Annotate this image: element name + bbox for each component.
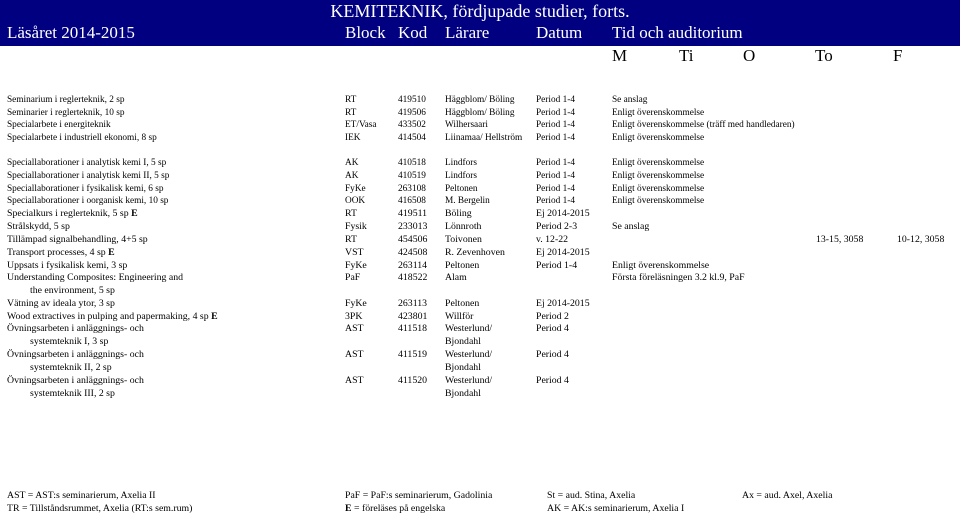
- block-cell: AK: [345, 171, 359, 181]
- table-row: [0, 260, 960, 272]
- datum-cell: Period 1-4: [536, 120, 575, 130]
- datum-cell: Period 4: [536, 349, 569, 360]
- course-name: Specialarbete i industriell ekonomi, 8 sp: [7, 133, 157, 143]
- table-row: [0, 285, 960, 297]
- datum-cell: Period 4: [536, 323, 569, 334]
- header-to: To: [815, 46, 833, 65]
- header-m: M: [612, 46, 628, 65]
- datum-cell: Period 4: [536, 375, 569, 386]
- block-cell: FyKe: [345, 184, 366, 194]
- f-cell: 10-12, 3058: [897, 234, 945, 245]
- course-name: systemteknik II, 2 sp: [30, 362, 112, 373]
- block-cell: FyKe: [345, 260, 367, 271]
- header-kod: Kod: [398, 23, 428, 42]
- table-row: [0, 107, 960, 119]
- english-marker: E: [345, 503, 352, 514]
- course-name: Wood extractives in pulping and papermaking, 4 sp E: [7, 311, 218, 322]
- kod-cell: 424508: [398, 247, 428, 258]
- datum-cell: Ej 2014-2015: [536, 208, 590, 219]
- header-o: O: [743, 46, 756, 65]
- tid-cell: Enligt överenskommelse: [612, 158, 705, 168]
- kod-cell: 418522: [398, 272, 428, 283]
- kod-cell: 410518: [398, 158, 426, 168]
- kod-cell: 411518: [398, 323, 428, 334]
- table-row: [0, 208, 960, 220]
- table-row: [0, 247, 960, 259]
- tid-cell: Enligt överenskommelse: [612, 133, 705, 143]
- course-name: the environment, 5 sp: [30, 285, 115, 296]
- kod-cell: 419510: [398, 95, 426, 105]
- course-name: Tillämpad signalbehandling, 4+5 sp: [7, 234, 148, 245]
- table-row: [0, 132, 960, 144]
- tid-cell: Enligt överenskommelse: [612, 196, 705, 206]
- block-cell: Fysik: [345, 221, 367, 232]
- table-row: [0, 298, 960, 310]
- block-cell: 3PK: [345, 311, 363, 322]
- datum-cell: Ej 2014-2015: [536, 298, 590, 309]
- block-cell: RT: [345, 95, 357, 105]
- course-name: Speciallaborationer i oorganisk kemi, 10 sp: [7, 196, 169, 206]
- course-name: Övningsarbeten i anläggnings- och: [7, 375, 144, 386]
- larare-cell: Peltonen: [445, 184, 478, 194]
- datum-cell: Period 1-4: [536, 260, 578, 271]
- table-row: [0, 157, 960, 169]
- table-row: [0, 375, 960, 387]
- kod-cell: 263113: [398, 298, 428, 309]
- larare-cell: Bjondahl: [445, 388, 481, 399]
- table-row: [0, 170, 960, 182]
- block-cell: AST: [345, 349, 364, 360]
- larare-cell: Liinamaa/ Hellström: [445, 133, 523, 143]
- block-cell: AST: [345, 323, 364, 334]
- kod-cell: 414504: [398, 133, 426, 143]
- kod-cell: 263108: [398, 184, 426, 194]
- table-row: [0, 388, 960, 400]
- table-row: [0, 323, 960, 335]
- datum-cell: Period 1-4: [536, 133, 575, 143]
- course-name: systemteknik III, 2 sp: [30, 388, 115, 399]
- larare-cell: R. Zevenhoven: [445, 247, 505, 258]
- course-name: Övningsarbeten i anläggnings- och: [7, 349, 144, 360]
- course-name: Understanding Composites: Engineering and: [7, 272, 184, 283]
- kod-cell: 263114: [398, 260, 428, 271]
- datum-cell: Period 1-4: [536, 184, 575, 194]
- table-row: [0, 183, 960, 195]
- datum-cell: Period 1-4: [536, 108, 575, 118]
- table-row: [0, 221, 960, 233]
- legend-entry: E = föreläses på engelska: [345, 503, 446, 514]
- table-row: [0, 272, 960, 284]
- datum-cell: Period 2-3: [536, 221, 578, 232]
- course-name: Speciallaborationer i analytisk kemi I, 5 sp: [7, 158, 167, 168]
- legend-entry: St = aud. Stina, Axelia: [547, 490, 636, 501]
- legend-entry: AK = AK:s seminarierum, Axelia I: [547, 503, 685, 514]
- legend-entry: AST = AST:s seminarierum, Axelia II: [7, 490, 156, 501]
- tid-cell: Enligt överenskommelse: [612, 184, 705, 194]
- tid-cell: Se anslag: [612, 221, 650, 232]
- course-name: Specialkurs i reglerteknik, 5 sp E: [7, 208, 138, 219]
- block-cell: RT: [345, 108, 357, 118]
- larare-cell: Häggblom/ Böling: [445, 108, 515, 118]
- table-row: [0, 349, 960, 361]
- larare-cell: Häggblom/ Böling: [445, 95, 515, 105]
- course-name: Speciallaborationer i fysikalisk kemi, 6 sp: [7, 184, 164, 194]
- header-larare: Lärare: [445, 23, 490, 42]
- block-cell: FyKe: [345, 298, 367, 309]
- course-name: Speciallaborationer i analytisk kemi II, 5 sp: [7, 171, 170, 181]
- tid-cell: Första föreläsningen 3.2 kl.9, PaF: [612, 272, 745, 283]
- block-cell: PaF: [345, 272, 361, 283]
- table-row: [0, 362, 960, 374]
- kod-cell: 410519: [398, 171, 426, 181]
- larare-cell: Lindfors: [445, 171, 478, 181]
- course-name: Specialarbete i energiteknik: [7, 120, 111, 130]
- header-block: Block: [345, 23, 386, 42]
- table-row: [0, 234, 960, 246]
- header-datum: Datum: [536, 23, 583, 42]
- table-row: [0, 311, 960, 323]
- larare-cell: Bjondahl: [445, 362, 481, 373]
- block-cell: RT: [345, 234, 357, 245]
- header-ti: Ti: [679, 46, 694, 65]
- larare-cell: Bjondahl: [445, 336, 481, 347]
- block-cell: AK: [345, 158, 359, 168]
- datum-cell: Period 1-4: [536, 171, 575, 181]
- kod-cell: 433502: [398, 120, 426, 130]
- table-row: [0, 336, 960, 348]
- datum-cell: Ej 2014-2015: [536, 247, 590, 258]
- larare-cell: Willför: [445, 311, 474, 322]
- tid-cell: Enligt överenskommelse: [612, 108, 705, 118]
- larare-cell: Wilhersaari: [445, 120, 488, 130]
- page-title: KEMITEKNIK, fördjupade studier, forts.: [330, 1, 630, 21]
- course-name: systemteknik I, 3 sp: [30, 336, 109, 347]
- to-cell: 13-15, 3058: [816, 234, 864, 245]
- header-banner: [0, 0, 960, 65]
- kod-cell: 419506: [398, 108, 426, 118]
- block-cell: AST: [345, 375, 364, 386]
- course-name: Seminarium i reglerteknik, 2 sp: [7, 95, 125, 105]
- legend-entry: TR = Tillståndsrummet, Axelia (RT:s sem.rum): [7, 503, 193, 514]
- kod-cell: 416508: [398, 196, 426, 206]
- course-name: Uppsats i fysikalisk kemi, 3 sp: [7, 260, 128, 271]
- table-row: [0, 94, 960, 106]
- block-cell: IEK: [345, 133, 361, 143]
- header-year: Läsåret 2014-2015: [7, 23, 135, 42]
- larare-cell: Westerlund/: [445, 323, 493, 334]
- block-cell: RT: [345, 208, 357, 219]
- legend-entry: Ax = aud. Axel, Axelia: [742, 490, 833, 501]
- kod-cell: 423801: [398, 311, 428, 322]
- larare-cell: Lindfors: [445, 158, 478, 168]
- course-name: Vätning av ideala ytor, 3 sp: [7, 298, 115, 309]
- larare-cell: Lönnroth: [445, 221, 482, 232]
- block-cell: ET/Vasa: [345, 120, 377, 130]
- datum-cell: Period 2: [536, 311, 569, 322]
- course-name: Övningsarbeten i anläggnings- och: [7, 323, 144, 334]
- block-cell: OOK: [345, 196, 366, 206]
- datum-cell: Period 1-4: [536, 196, 575, 206]
- tid-cell: Enligt överenskommelse: [612, 260, 710, 271]
- datum-cell: Period 1-4: [536, 95, 575, 105]
- course-name: Seminarier i reglerteknik, 10 sp: [7, 108, 125, 118]
- kod-cell: 233013: [398, 221, 428, 232]
- larare-cell: Westerlund/: [445, 349, 493, 360]
- block-cell: VST: [345, 247, 364, 258]
- header-f: F: [893, 46, 903, 65]
- header-tid: Tid och auditorium: [612, 23, 743, 42]
- kod-cell: 411519: [398, 349, 428, 360]
- english-marker: E: [131, 208, 138, 219]
- legend-entry: PaF = PaF:s seminarierum, Gadolinia: [345, 490, 493, 501]
- larare-cell: Westerlund/: [445, 375, 493, 386]
- tid-cell: Enligt överenskommelse (träff med handledaren): [612, 120, 795, 130]
- kod-cell: 411520: [398, 375, 428, 386]
- english-marker: E: [108, 247, 115, 258]
- larare-cell: Peltonen: [445, 260, 480, 271]
- larare-cell: Böling: [445, 208, 472, 219]
- kod-cell: 419511: [398, 208, 428, 219]
- larare-cell: M. Bergelin: [445, 196, 490, 206]
- tid-cell: Se anslag: [612, 95, 648, 105]
- larare-cell: Alam: [445, 272, 467, 283]
- datum-cell: Period 1-4: [536, 158, 575, 168]
- table-row: [0, 119, 960, 131]
- english-marker: E: [211, 311, 218, 322]
- larare-cell: Peltonen: [445, 298, 480, 309]
- kod-cell: 454506: [398, 234, 428, 245]
- larare-cell: Toivonen: [445, 234, 482, 245]
- datum-cell: v. 12-22: [536, 234, 569, 245]
- tid-cell: Enligt överenskommelse: [612, 171, 705, 181]
- table-row: [0, 195, 960, 207]
- course-name: Transport processes, 4 sp E: [7, 247, 115, 258]
- course-name: Strålskydd, 5 sp: [7, 221, 70, 232]
